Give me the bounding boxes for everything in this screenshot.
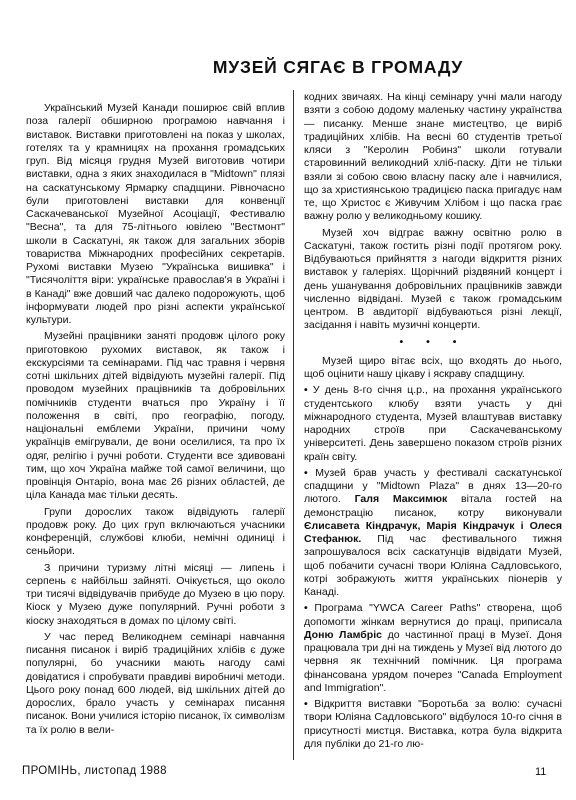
paragraph: У час перед Великоднем семінарі навчання писання писанок і виріб традиційних хлібів є дуже популярні, бо учасники мають нагоду самі довідатися і спробувати правдиві виробничі методи. Цього року понад 600 людей, від шкільних дітей до дорослих, брало участь у семінарах писання писанок. Вони училися історію писанок, їх символізм та їх ролю в вели- — [26, 630, 285, 736]
paragraph: З причини туризму літні місяці — липень і серпень є найбільш зайняті. Очікується, що около три тисячі відвідувачів прибуде до Музею в цю пору. Кіоск у Музею дуже популярний. Ручні роботи з кіоску знаходяться в домах по цілому світі. — [26, 561, 285, 627]
bullet-item — [304, 467, 562, 600]
bullet-text: до частинної праці в Музеї. Доня працювала три дні на тиждень у Музеї від лютого до червня як технічний помічник. Ця програма фінансована урядом почерез "Canada Employment and Immigration". — [304, 628, 562, 694]
bullet-text: Під час фестивального тижня запрошувалося всіх саскатунців відвідати Музей, щоб побачити сучасні твори Юліяна Садловського, котрі зображують життя українських піонерів у Канаді. — [304, 533, 562, 598]
person-name: Доню Ламбріс — [304, 628, 382, 641]
paragraph: Групи дорослих також відвідують галерії продовж року. До цих груп включаються учасники конференцій, службові клюби, немічні одиниці і сеньйори. — [26, 505, 285, 558]
paragraph: Український Музей Канади поширює свій вплив поза галерії обширною програмою навчання і виставок. Виставки приготовлені на показ у школах, готелях та у крамницях на прохання громадських груп. Від місяця грудня Музей виготовив чотири виставки, одна з яких знаходилася в "Midtown" плязі на саскатунському Ярмарку спадщини. Рівночасно були приготовлені виставки для конвенції Саскачеванської Музейної Асоціації, Фестивалю "Весна", та для 75-літнього ювілею "Вестмонт" школи в Саскатуні, як також для загальних зборів товариства Міжнародних професійних секретарів. Рухомі виставки Музею "Українська вишивка" і "Тисячоліття віри: українське православ'я в Україні і в Канаді" вже довший час далеко подорожують, щоб інформувати людей про різні аспекти української культури. — [26, 102, 285, 326]
bullet-item — [304, 384, 562, 464]
person-name: Галя Максимюк — [354, 493, 448, 506]
bullet-text: Музей брав участь у фестивалі саскатунської спадщини у "Midtown Plaza" в днях 13—20-го лютого. — [304, 466, 562, 506]
paragraph: Музейні працівники заняті продовж цілого року приготовкою рухомих виставок, як також і екскурсіями та семінарами. Під час травня і червня сотні шкільних дітей відвідують музейні галерії. Під проводом музейних працівників та добровільних помічників студенти вчаться про Україну і її положення в світі, про географію, погоду, національні емблеми України, причини чому українців емігрували, де вони оселилися, та про їх одяг, релігію і ручні роботи. Студенти все здивовані тим, що хоч Україна майже той самої величини, що провінція Онтаріо, вона має 26 різних областей, де ціла Канада має тільки десять. — [26, 330, 285, 502]
paragraph: кодних звичаях. На кінці семінару учні мали нагоду взяти з собою додому маленьку частину українства — писанку. Менше знане мистецтво, це виріб традиційних хлібів. На весні 60 студентів третьої кляси з "Керолин Робинз" школи готували старовинний великодний хліб-паску. Діти не тільки взяли зі собою свою власну паску але і навчилися, що за християнською традицією паска пригадує нам те, що Христос є Живучим Хлібом і що паска грає важну ролю у великодньому кошику. — [304, 91, 562, 223]
bullet-text: Відкриття виставки "Боротьба за волю: сучасні твори Юліяна Садловського" відбулося 10-го січня в присутності мистця. Виставка, котра була відкрита для публіки до 21-го лю- — [304, 698, 562, 750]
bullet-icon: • — [304, 466, 308, 479]
publication-footer: ПРОМІНЬ, листопад 1988 — [22, 765, 167, 777]
article-title: МУЗЕЙ СЯГАЄ В ГРОМАДУ — [212, 57, 464, 77]
right-column — [304, 91, 562, 754]
bullet-icon: • — [304, 384, 308, 397]
column-divider — [293, 90, 294, 760]
bullet-text: Програма "YWCA Career Paths" створена, щоб допомогти жінкам вернутися до праці, приписала — [304, 602, 562, 628]
bullet-icon: • — [304, 698, 308, 710]
paragraph: Музей хоч відграє важну освітню ролю в Саскатуні, також гостить різні події протягом року. Відбуваються прийняття з нагоди відкриття різних виставок у галеріях. Щорічний різдвяний концерт і день ушанування добровільних працівників завжди численно відвідані. Музей є також громадським центром. В авдиторії відбуваються різні лекції, засідання і навіть музичні концерти. — [304, 226, 562, 332]
welcome-paragraph: Музей щиро вітає всіх, що входять до нього, щоб оцінити нашу цікаву і яскраву спадщину. — [304, 354, 562, 380]
bullet-text: У день 8-го січня ц.р., на прохання українського студентського клюбу взяти участь у дні міжнародного студента, Музей влаштував виставку народних строїв при Саскачеванському університеті. День завершено показом строїв різних країн світу. — [304, 384, 562, 463]
bullet-icon: • — [304, 602, 308, 615]
section-separator: • • • — [399, 335, 467, 348]
left-column — [26, 102, 285, 740]
bullet-text: вітала гостей на демонстрацію писанок, котру виконували — [304, 493, 562, 519]
bullet-item — [304, 698, 562, 751]
person-names: Єлисавета Кіндрачук, Марія Кіндрачук і Олеся Стефанюк. — [304, 519, 562, 545]
page-number: 11 — [535, 766, 547, 778]
bullet-item — [304, 602, 562, 695]
